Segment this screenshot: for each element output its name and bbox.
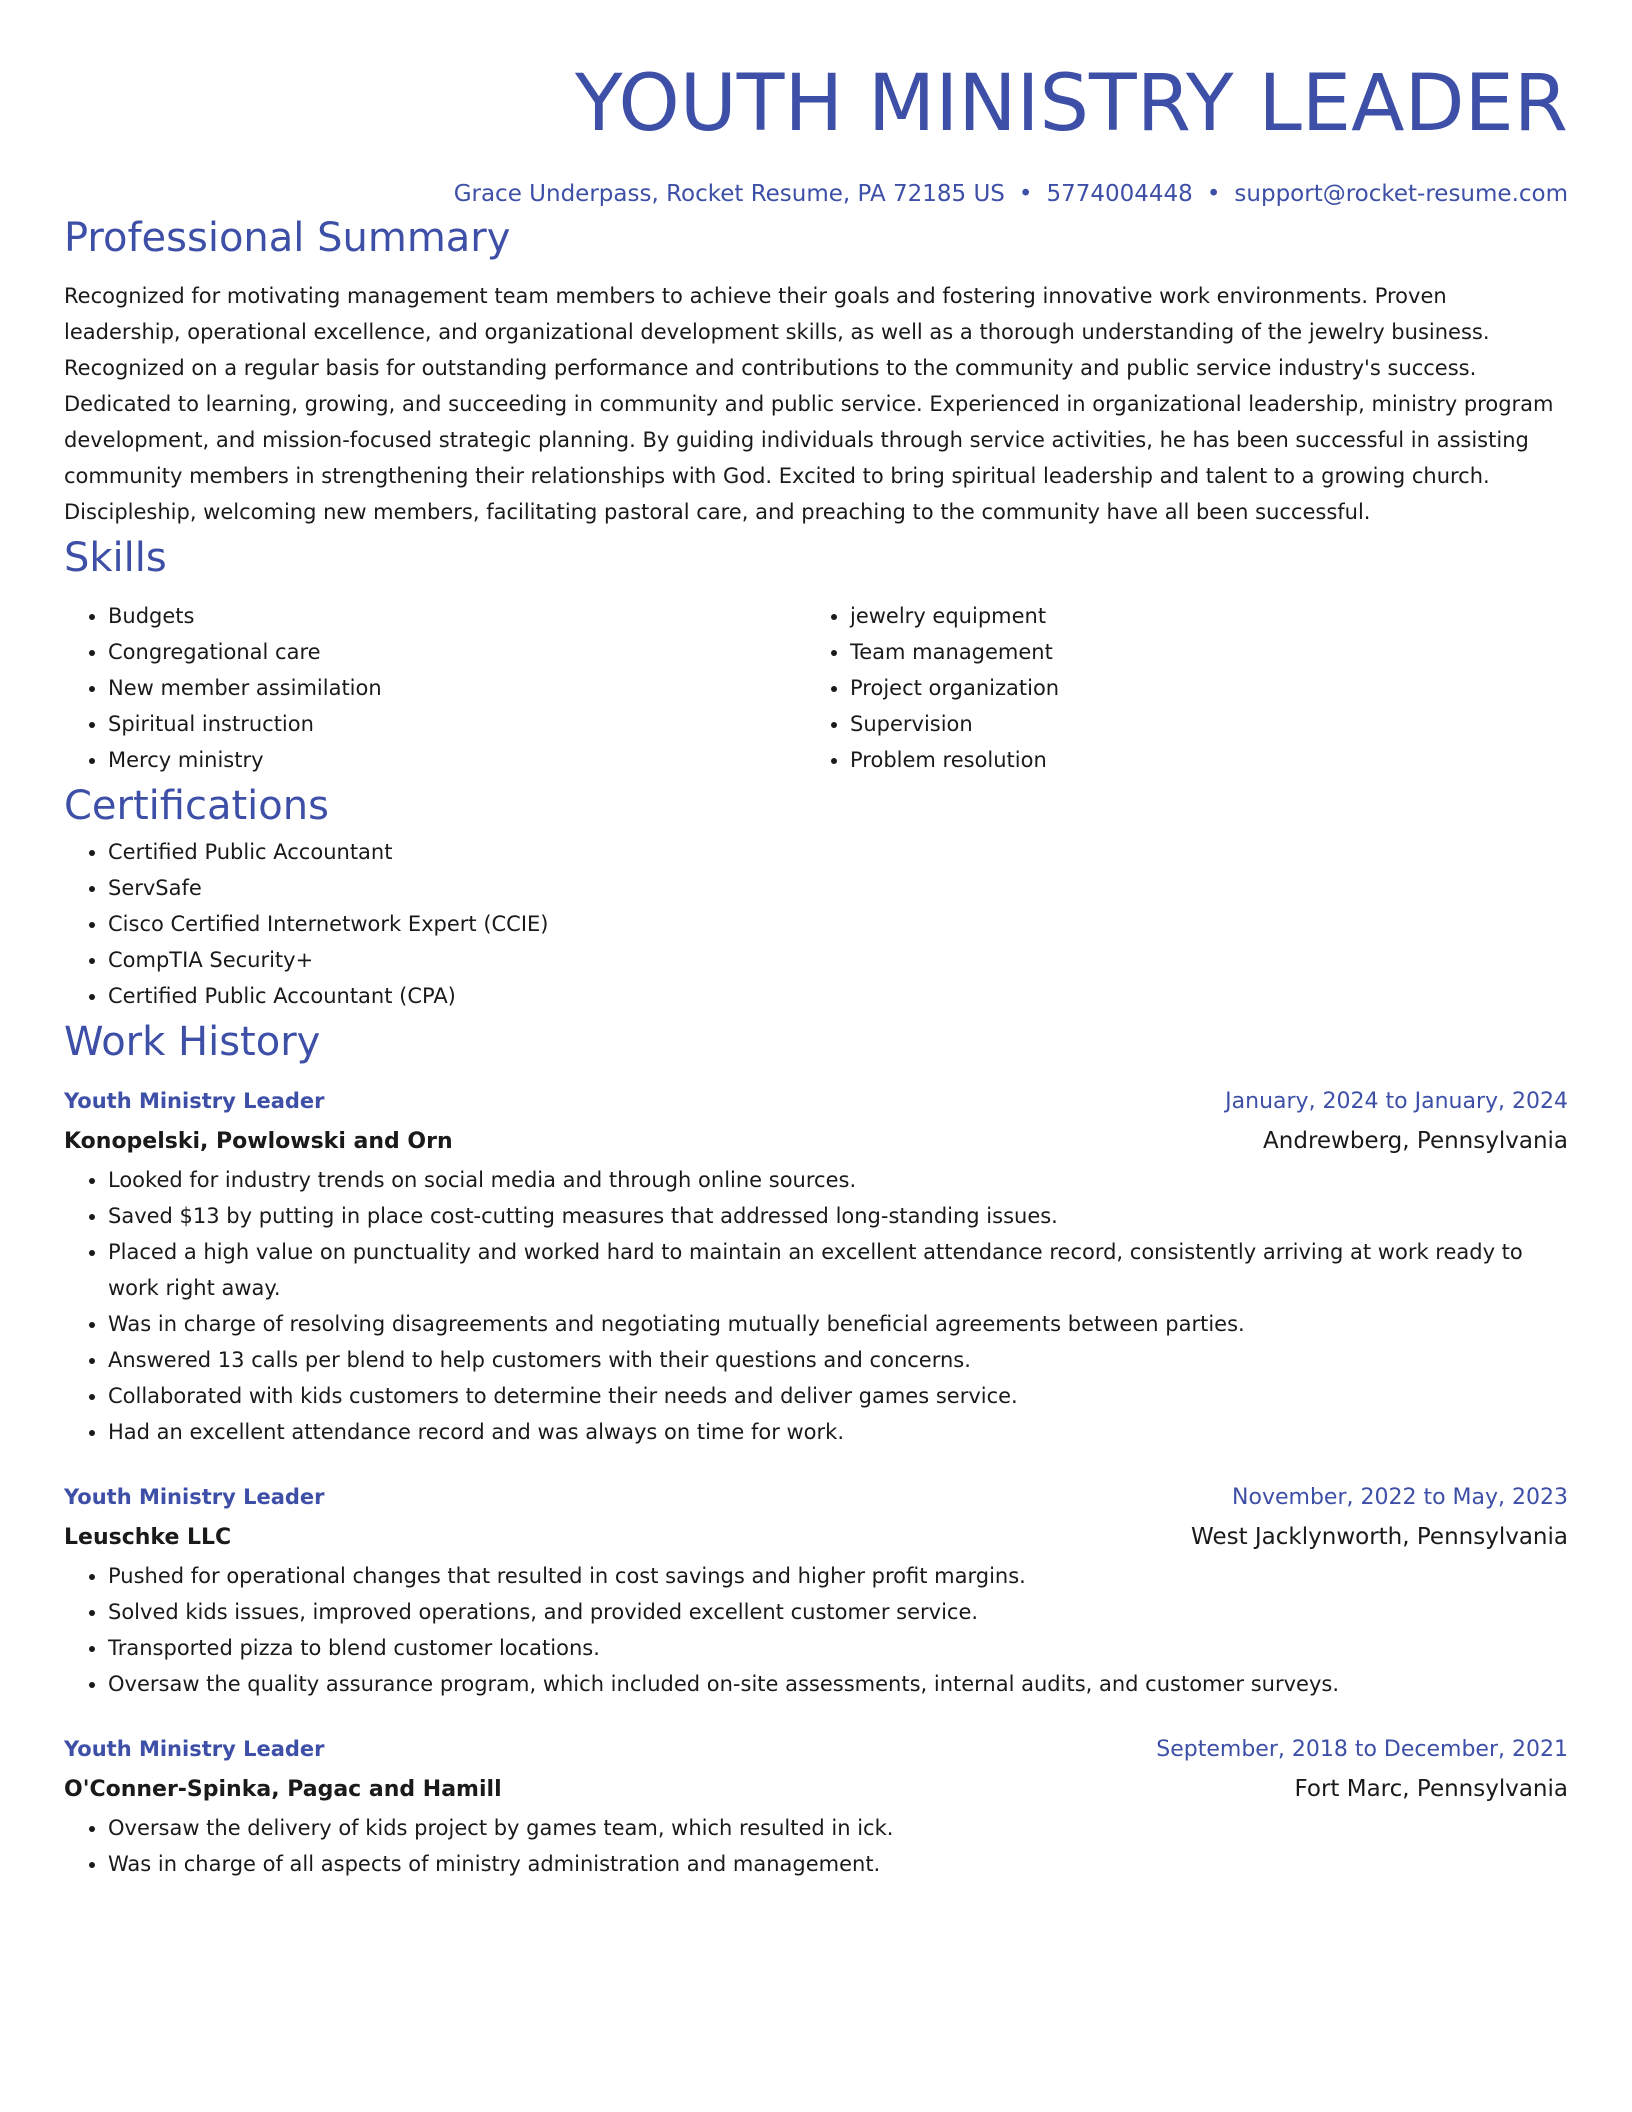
job-entry [64, 1082, 1568, 1450]
job-duty-item: • Solved kids issues, improved operations, and provided excellent customer service. [108, 1594, 1568, 1630]
skill-item: • Supervision [850, 706, 1548, 742]
job-location: Andrewberg, Pennsylvania [1263, 1128, 1568, 1154]
job-company: O'Conner-Spinka, Pagac and Hamill [64, 1777, 502, 1802]
contact-line [64, 178, 1568, 210]
job-employer-row [64, 1517, 1568, 1558]
certifications-heading: Certifications [64, 783, 329, 829]
contact-address: Grace Underpass, Rocket Resume, PA 72185 US [453, 181, 1005, 207]
job-duties-list [64, 1810, 1568, 1882]
skill-item: • Congregational care [108, 634, 806, 670]
job-location: Fort Marc, Pennsylvania [1294, 1776, 1568, 1802]
job-duty-item: • Answered 13 calls per blend to help customers with their questions and concerns. [108, 1342, 1568, 1378]
job-duty-item: • Transported pizza to blend customer locations. [108, 1630, 1568, 1666]
skills-column-right [806, 598, 1548, 778]
skill-item: • Spiritual instruction [108, 706, 806, 742]
job-header-row [64, 1730, 1568, 1769]
job-duty-item: • Oversaw the quality assurance program, which included on-site assessments, internal audits, and customer surveys. [108, 1666, 1568, 1702]
job-entry [64, 1478, 1568, 1702]
job-duty-item: • Had an excellent attendance record and was always on time for work. [108, 1414, 1568, 1450]
skill-item: • Problem resolution [850, 742, 1548, 778]
contact-separator: • [1018, 181, 1033, 207]
resume-title: YOUTH MINISTRY LEADER [574, 59, 1568, 149]
certification-item: • CompTIA Security+ [108, 942, 1568, 978]
job-duty-item: • Pushed for operational changes that resulted in cost savings and higher profit margins. [108, 1558, 1568, 1594]
certification-item: • Certified Public Accountant (CPA) [108, 978, 1568, 1014]
job-header-row [64, 1082, 1568, 1121]
job-title: Youth Ministry Leader [64, 1737, 325, 1761]
job-entry [64, 1730, 1568, 1882]
job-title: Youth Ministry Leader [64, 1089, 325, 1113]
job-duty-item: • Saved $13 by putting in place cost-cutting measures that addressed long-standing issues. [108, 1198, 1568, 1234]
job-duties-list [64, 1558, 1568, 1702]
contact-separator: • [1206, 181, 1221, 207]
job-duty-item: • Oversaw the delivery of kids project by games team, which resulted in ick. [108, 1810, 1568, 1846]
skill-item: • Team management [850, 634, 1548, 670]
work-history-heading: Work History [64, 1019, 321, 1065]
job-duty-item: • Collaborated with kids customers to determine their needs and deliver games service. [108, 1378, 1568, 1414]
skills-column-left [64, 598, 806, 778]
contact-email[interactable]: support@rocket-resume.com [1234, 181, 1568, 207]
job-dates: November, 2022 to May, 2023 [1232, 1485, 1568, 1510]
skill-item: • Budgets [108, 598, 806, 634]
contact-phone: 5774004448 [1046, 181, 1193, 207]
job-title: Youth Ministry Leader [64, 1485, 325, 1509]
skills-list [64, 598, 1568, 778]
job-duty-item: • Looked for industry trends on social media and through online sources. [108, 1162, 1568, 1198]
job-duty-item: • Was in charge of all aspects of ministry administration and management. [108, 1846, 1568, 1882]
certification-item: • ServSafe [108, 870, 1568, 906]
job-header-row [64, 1478, 1568, 1517]
job-company: Leuschke LLC [64, 1525, 232, 1550]
summary-heading: Professional Summary [64, 215, 511, 261]
skills-heading: Skills [64, 535, 167, 581]
job-dates: September, 2018 to December, 2021 [1156, 1737, 1568, 1762]
summary-text: Recognized for motivating management team members to achieve their goals and fostering innovative work environments. Proven leadership, operational excellence, and organizational development skills, as well as a thorough understanding of the jewelry business. Recognized on a regular basis for outstanding performance and contributions to the community and public service industry's success. Dedicated to learning, growing, and succeeding in community and public service. Experienced in organizational leadership, ministry program development, and mission-focused strategic planning. By guiding individuals through service activities, he has been successful in assisting community members in strengthening their relationships with God. Excited to bring spiritual leadership and talent to a growing church. Discipleship, welcoming new members, facilitating pastoral care, and preaching to the community have all been successful. [64, 284, 1554, 524]
certifications-list [64, 834, 1568, 1014]
job-duties-list [64, 1162, 1568, 1450]
job-duty-item: • Was in charge of resolving disagreements and negotiating mutually beneficial agreements between parties. [108, 1306, 1568, 1342]
job-company: Konopelski, Powlowski and Orn [64, 1129, 453, 1154]
skill-item: • jewelry equipment [850, 598, 1548, 634]
skill-item: • Project organization [850, 670, 1548, 706]
job-dates: January, 2024 to January, 2024 [1225, 1089, 1568, 1114]
skill-item: • New member assimilation [108, 670, 806, 706]
job-employer-row [64, 1769, 1568, 1810]
skill-item: • Mercy ministry [108, 742, 806, 778]
job-duty-item: • Placed a high value on punctuality and worked hard to maintain an excellent attendance record, consistently arriving at work ready to work right away. [108, 1234, 1568, 1306]
job-employer-row [64, 1121, 1568, 1162]
certification-item: • Certified Public Accountant [108, 834, 1568, 870]
job-location: West Jacklynworth, Pennsylvania [1191, 1524, 1568, 1550]
certification-item: • Cisco Certified Internetwork Expert (CCIE) [108, 906, 1568, 942]
